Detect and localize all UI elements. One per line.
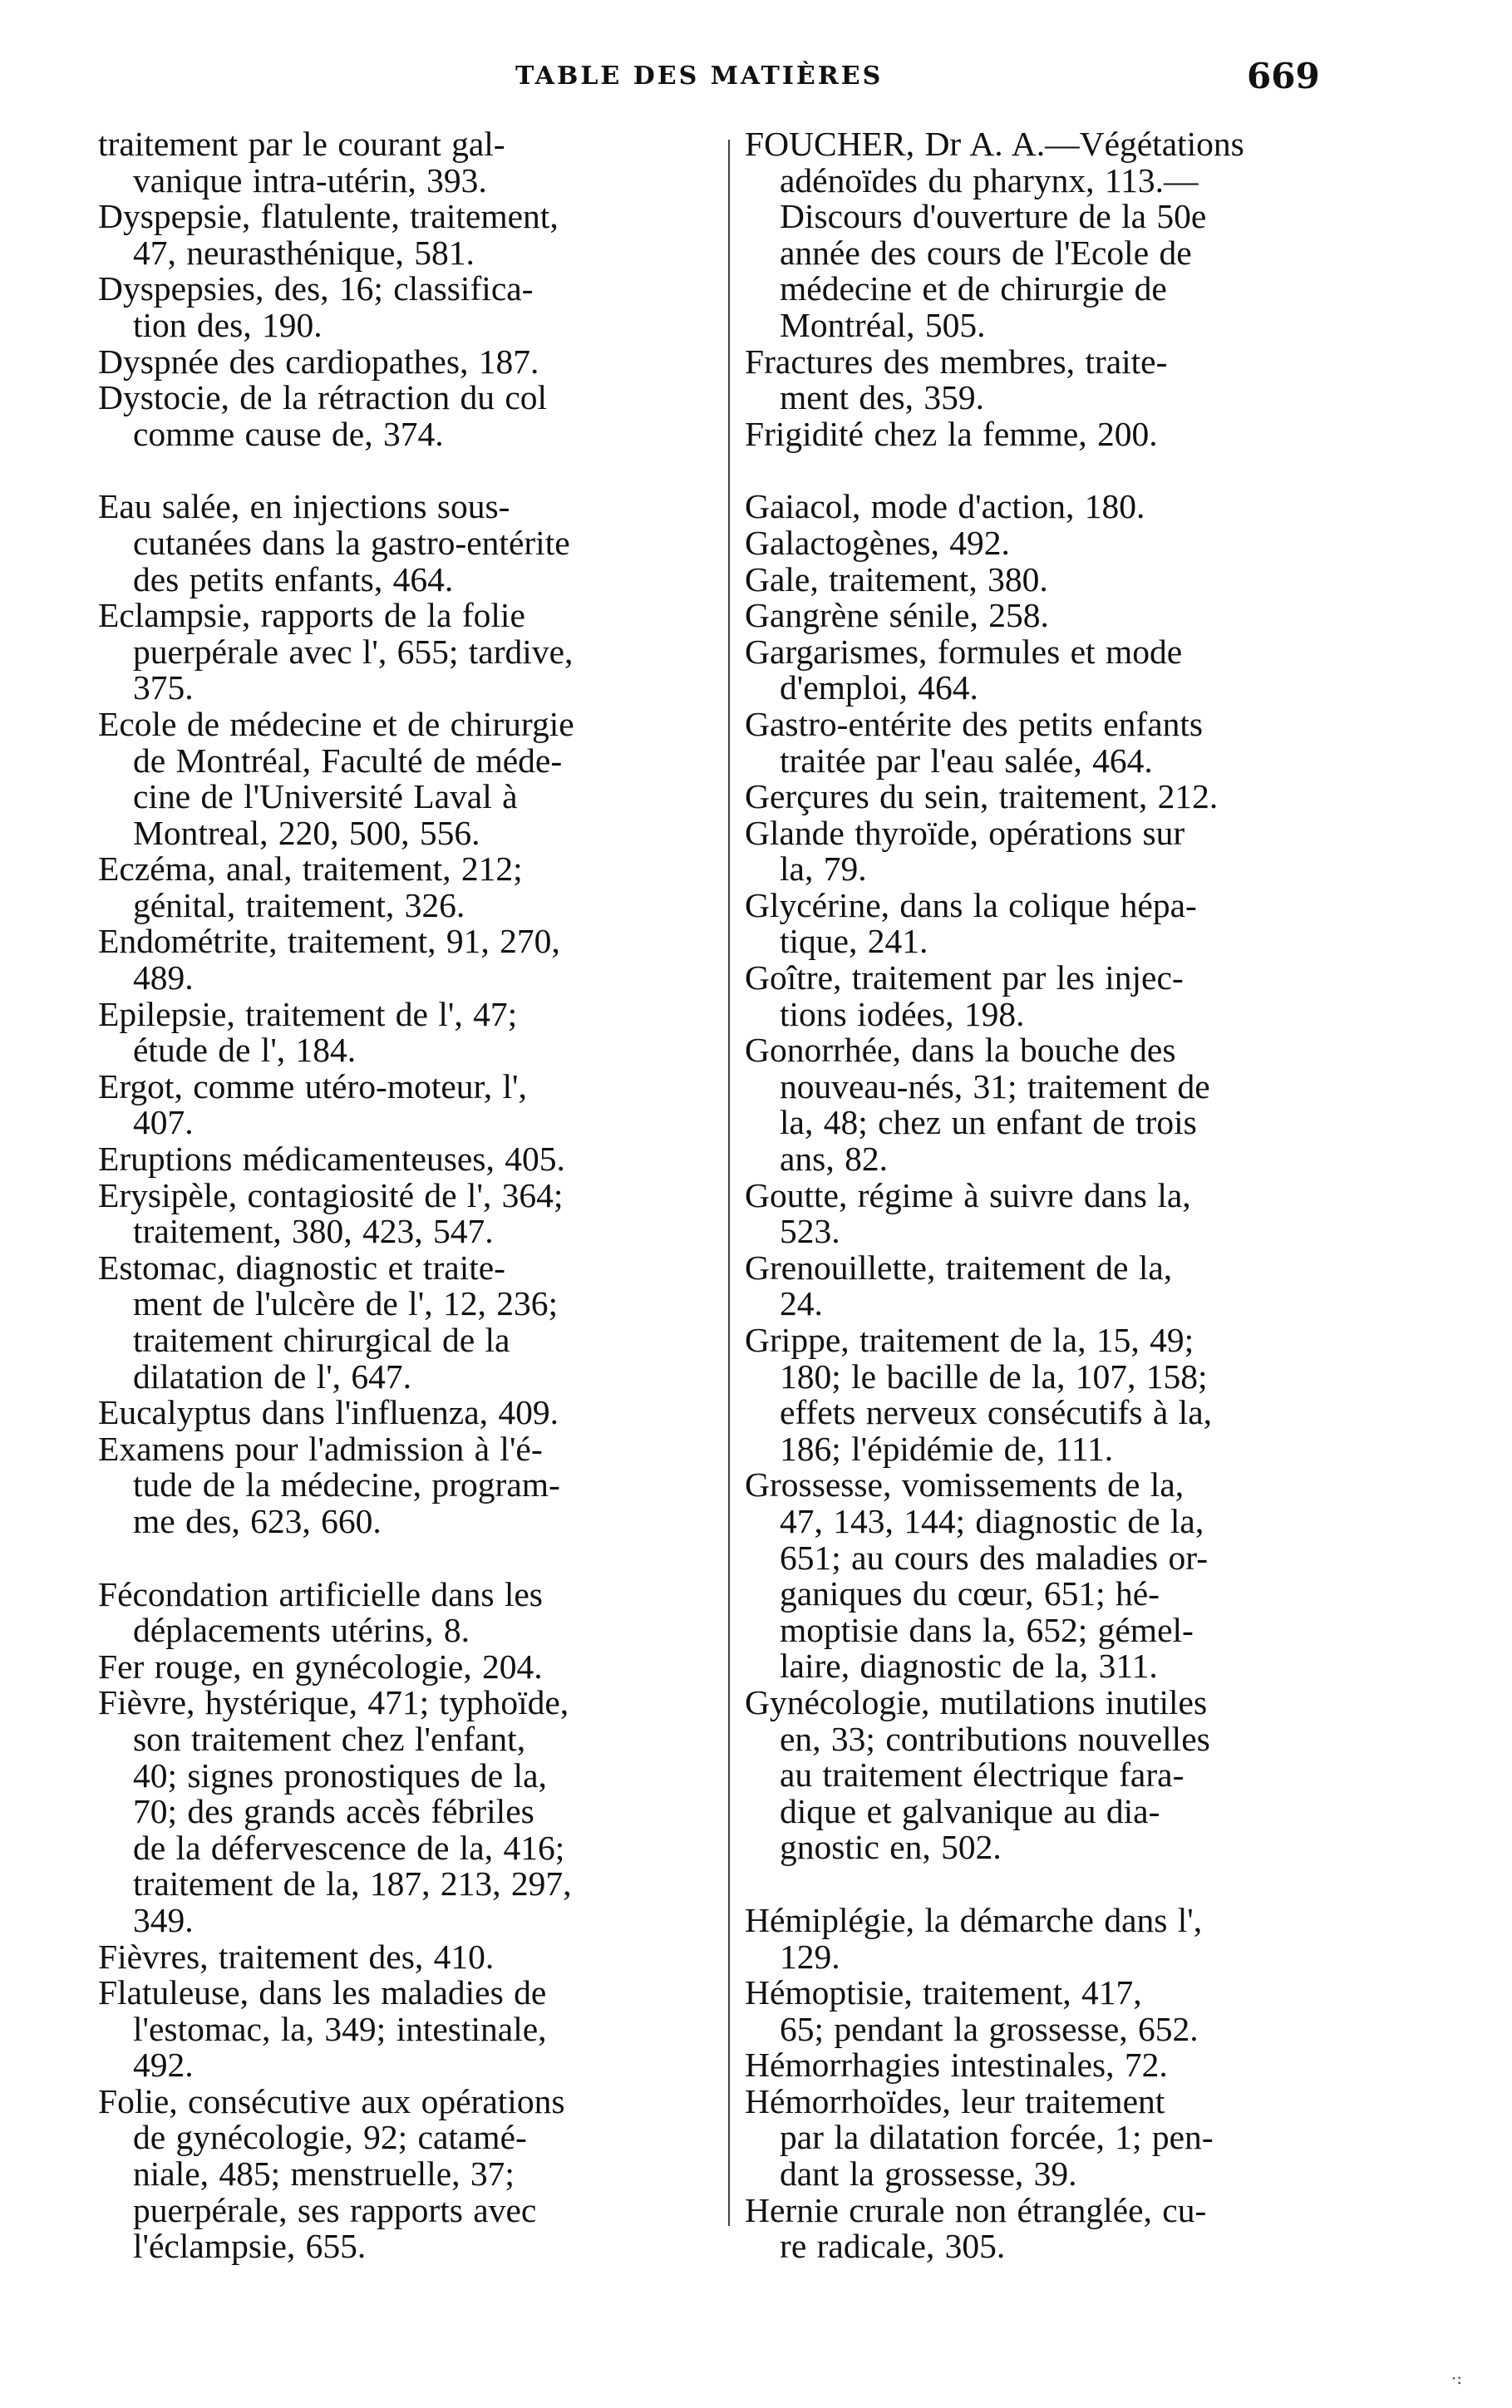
index-entry: Fractures des membres, traite- ment des, 359.	[745, 342, 1168, 417]
index-entry: Endométrite, traitement, 91, 270, 489.	[98, 922, 560, 997]
index-entry: FOUCHER, Dr A. A.—Végétations adénoïdes du pharynx, 113.— Discours d'ouverture de la 50e année des cours de l'Ecole de médecine et de chirurgie de Montréal, 505.	[745, 125, 1244, 344]
index-entry: Dystocie, de la rétraction du col comme cause de, 374.	[98, 378, 548, 453]
index-entry: Fécondation artificielle dans les déplacements utérins, 8.	[98, 1574, 543, 1650]
index-entry: Gangrène sénile, 258.	[745, 596, 1049, 635]
index-entry: Fer rouge, en gynécologie, 204.	[98, 1647, 543, 1686]
index-entry: Gastro-entérite des petits enfants traitée par l'eau salée, 464.	[745, 704, 1204, 780]
index-entry: Eruptions médicamenteuses, 405.	[98, 1140, 565, 1179]
index-entry: Gonorrhée, dans la bouche des nouveau-nés, 31; traitement de la, 48; chez un enfant de trois ans, 82.	[745, 1031, 1210, 1179]
index-entry: Ergot, comme utéro-moteur, l', 407.	[98, 1066, 527, 1142]
index-entry: Glande thyroïde, opérations sur la, 79.	[745, 813, 1185, 889]
page-speck: ·:	[1450, 2368, 1462, 2388]
index-entry: Frigidité chez la femme, 200.	[745, 414, 1158, 453]
letter-group-gap	[98, 1540, 713, 1577]
index-entry: Epilepsie, traitement de l', 47; étude de l', 184.	[98, 994, 518, 1070]
page-number: 669	[1247, 56, 1320, 96]
index-entry: Grossesse, vomissements de la, 47, 143, 144; diagnostic de la, 651; au cours des maladies or- ganiques du cœur, 651; hé- moptisie dans la, 652; gémel- laire, diagnostic de la, 311.	[745, 1465, 1209, 1686]
index-entry: Flatuleuse, dans les maladies de l'estomac, la, 349; intestinale, 492.	[98, 1973, 547, 2085]
index-entry: Eau salée, en injections sous- cutanées dans la gastro-entérite des petits enfants, 464.	[98, 487, 570, 598]
index-entry: Gale, traitement, 380.	[745, 559, 1048, 598]
letter-group-gap	[745, 452, 1345, 489]
index-entry: Eclampsie, rapports de la folie puerpérale avec l', 655; tardive, 375.	[98, 596, 574, 707]
index-entry: Gerçures du sein, traitement, 212.	[745, 777, 1219, 816]
index-entry: Hémoptisie, traitement, 417, 65; pendant la grossesse, 652.	[745, 1973, 1199, 2048]
running-head	[0, 52, 1512, 101]
index-entry: Fièvre, hystérique, 471; typhoïde, son traitement chez l'enfant, 40; signes pronostiques de la, 70; des grands accès fébriles de la défervescence de la, 416; traitement de la, 187, 213, 297, 349.	[98, 1683, 572, 1939]
index-entry: Examens pour l'admission à l'é- tude de la médecine, program- me des, 623, 660.	[98, 1429, 560, 1540]
column-divider	[728, 140, 730, 2226]
index-entry: Eucalyptus dans l'influenza, 409.	[98, 1393, 559, 1432]
index-entry: Gargarismes, formules et mode d'emploi, 464.	[745, 632, 1183, 707]
index-column-left	[98, 126, 713, 2265]
index-entry: Hémiplégie, la démarche dans l', 129.	[745, 1900, 1203, 1976]
index-entry: Folie, consécutive aux opérations de gynécologie, 92; catamé- niale, 485; menstruelle, 37; puerpérale, ses rapports avec l'éclampsie, 655.	[98, 2081, 565, 2266]
index-entry: Gynécologie, mutilations inutiles en, 33; contributions nouvelles au traitement électrique fara- dique et galvanique au dia- gnostic en, 502.	[745, 1682, 1210, 1867]
index-entry: Goutte, régime à suivre dans la, 523.	[745, 1175, 1191, 1251]
index-entry: Grenouillette, traitement de la, 24.	[745, 1248, 1173, 1323]
index-entry: Estomac, diagnostic et traite- ment de l'ulcère de l', 12, 236; traitement chirurgical de la dilatation de l', 647.	[98, 1248, 558, 1396]
index-entry: Goître, traitement par les injec- tions iodées, 198.	[745, 958, 1184, 1033]
index-entry: Hémorrhagies intestinales, 72.	[745, 2046, 1168, 2085]
index-entry: Grippe, traitement de la, 15, 49; 180; le bacille de la, 107, 158; effets nerveux consécutifs à la, 186; l'épidémie de, 111.	[745, 1321, 1213, 1468]
index-entry: Fièvres, traitement des, 410.	[98, 1937, 495, 1976]
index-entry: Dyspepsie, flatulente, traitement, 47, neurasthénique, 581.	[98, 197, 559, 272]
index-entry: Eczéma, anal, traitement, 212; génital, traitement, 326.	[98, 849, 523, 924]
letter-group-gap	[98, 452, 713, 489]
index-entry: Dyspnée des cardiopathes, 187.	[98, 342, 539, 381]
index-column-right	[745, 126, 1345, 2265]
letter-group-gap	[745, 1866, 1345, 1903]
index-entry: Ecole de médecine et de chirurgie de Montréal, Faculté de méde- cine de l'Université Laval à Montreal, 220, 500, 556.	[98, 704, 574, 852]
index-entry: Hernie crurale non étranglée, cu- re radicale, 305.	[745, 2190, 1207, 2266]
index-entry: Glycérine, dans la colique hépa- tique, 241.	[745, 885, 1197, 961]
index-entry: Erysipèle, contagiosité de l', 364; traitement, 380, 423, 547.	[98, 1175, 564, 1251]
running-title: TABLE DES MATIÈRES	[515, 62, 884, 91]
index-entry: Dyspepsies, des, 16; classifica- tion des, 190.	[98, 269, 534, 344]
index-entry: Galactogènes, 492.	[745, 523, 1010, 562]
index-entry: Gaiacol, mode d'action, 180.	[745, 487, 1145, 526]
index-entry: Hémorrhoïdes, leur traitement par la dilatation forcée, 1; pen- dant la grossesse, 39.	[745, 2081, 1214, 2194]
index-entry: traitement par le courant gal- vanique intra-utérin, 393.	[98, 125, 505, 199]
